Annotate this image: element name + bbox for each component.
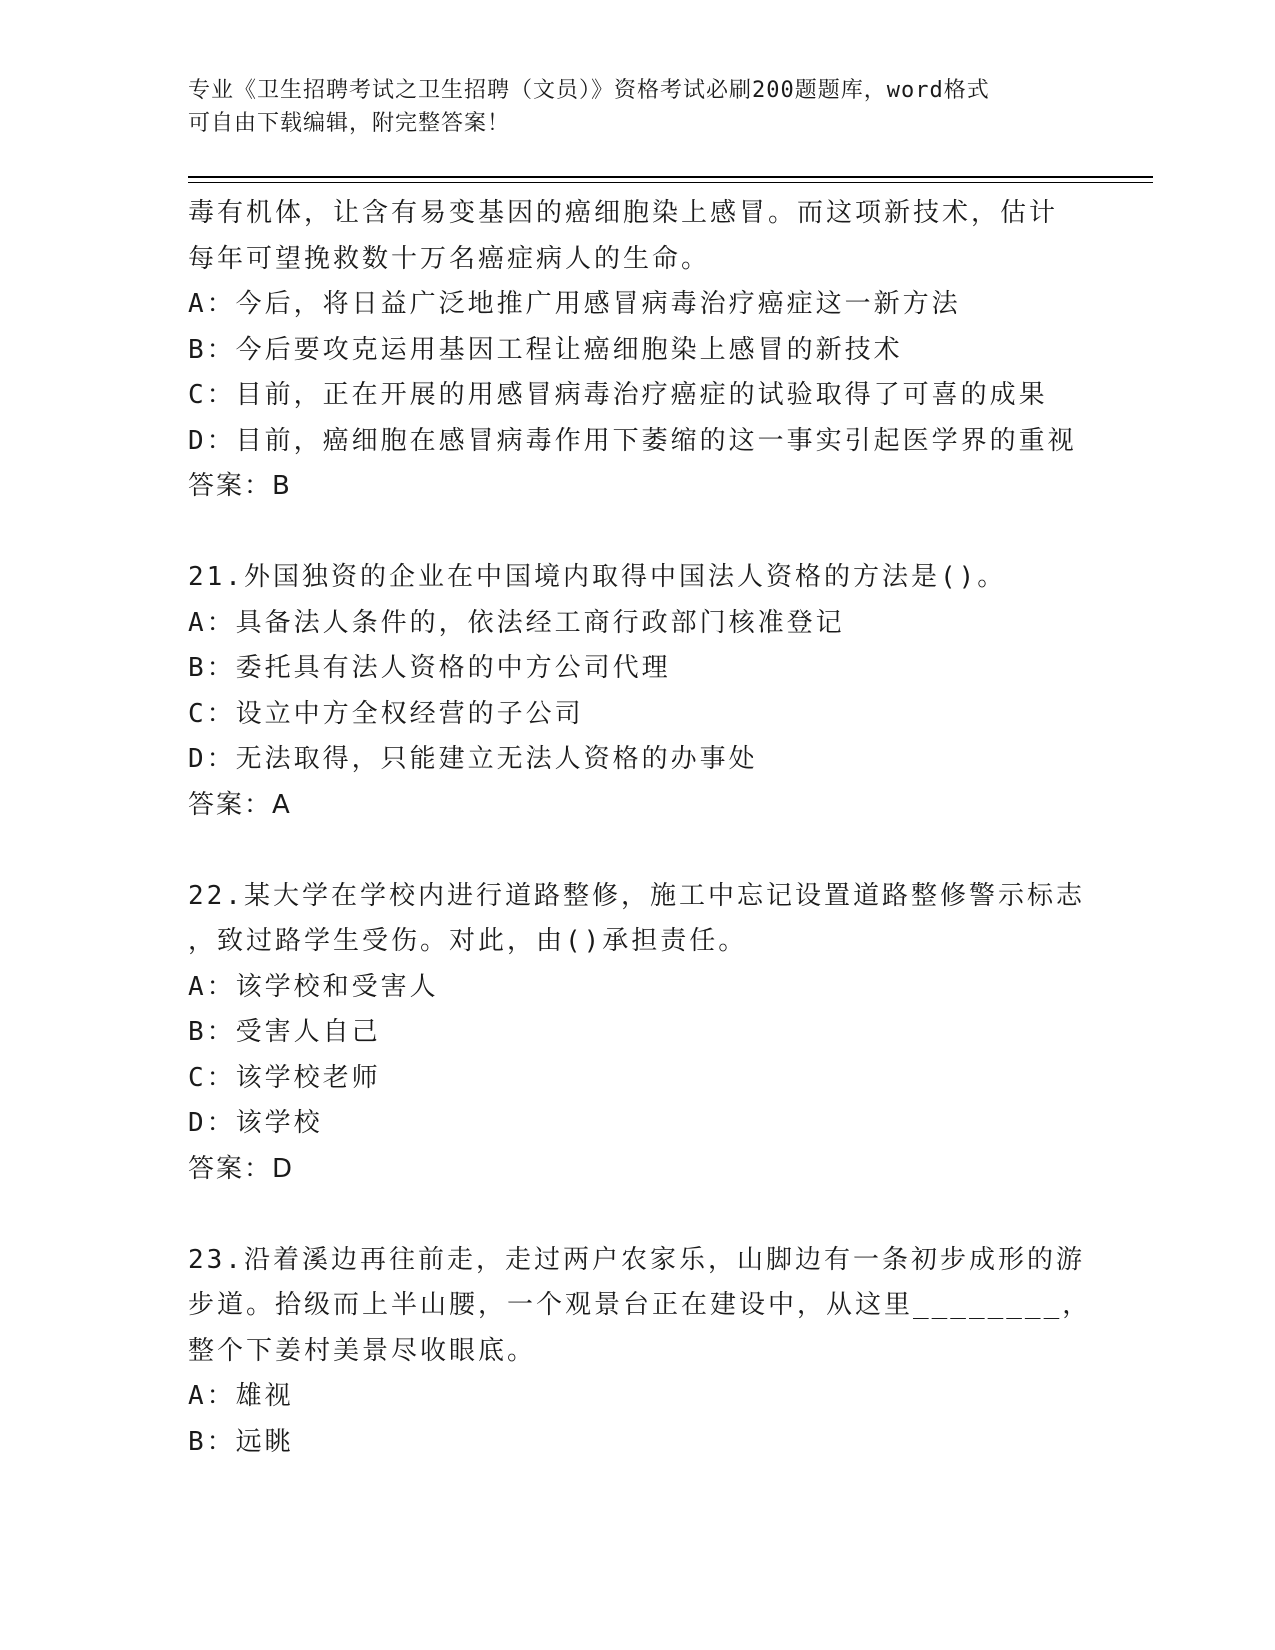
answer-line: 答案：B (188, 471, 292, 501)
question-stem-line: 步道。拾级而上半山腰，一个观景台正在建设中，从这里________， (188, 1290, 1092, 1320)
question-stem-line: 22.某大学在学校内进行道路整修，施工中忘记设置道路整修警示标志 (188, 880, 1085, 911)
header-line-2: 可自由下载编辑，附完整答案！ (188, 111, 511, 136)
question-spacer (188, 510, 1188, 556)
option-a: A：雄视 (188, 1381, 294, 1411)
option-c: C：设立中方全权经营的子公司 (188, 698, 584, 729)
question-21 (188, 555, 1188, 828)
document-header (188, 74, 1088, 140)
question-stem-line: 21.外国独资的企业在中国境内取得中国法人资格的方法是()。 (188, 562, 1007, 592)
option-d: D：该学校 (188, 1108, 323, 1138)
option-a: A：具备法人条件的，依法经工商行政部门核准登记 (188, 607, 845, 638)
question-stem-line: 每年可望挽救数十万名癌症病人的生命。 (188, 243, 711, 274)
option-d: D：目前，癌细胞在感冒病毒作用下萎缩的这一事实引起医学界的重视 (188, 425, 1077, 456)
header-rule-thin (188, 182, 1153, 183)
option-a: A：今后，将日益广泛地推广用感冒病毒治疗癌症这一新方法 (188, 289, 961, 319)
question-list (188, 191, 1188, 1465)
answer-line: 答案：A (188, 789, 292, 820)
option-b: B：今后要攻克运用基因工程让癌细胞染上感冒的新技术 (188, 334, 903, 365)
header-line-1: 专业《卫生招聘考试之卫生招聘（文员）》资格考试必刷200题题库，word格式 (188, 78, 990, 103)
option-c: C：目前，正在开展的用感冒病毒治疗癌症的试验取得了可喜的成果 (188, 380, 1048, 410)
option-b: B：远眺 (188, 1426, 294, 1457)
question-23 (188, 1238, 1188, 1466)
question-20 (188, 191, 1188, 510)
question-stem-line: 整个下姜村美景尽收眼底。 (188, 1335, 537, 1366)
question-stem-line: ，致过路学生受伤。对此，由()承担责任。 (188, 926, 748, 956)
question-stem-line: 23.沿着溪边再往前走，走过两户农家乐，山脚边有一条初步成形的游 (188, 1244, 1085, 1275)
header-rule-thick (188, 176, 1153, 178)
question-spacer (188, 828, 1188, 874)
question-spacer (188, 1192, 1188, 1238)
option-b: B：受害人自己 (188, 1017, 381, 1047)
option-a: A：该学校和受害人 (188, 971, 439, 1002)
option-c: C：该学校老师 (188, 1062, 381, 1093)
option-b: B：委托具有法人资格的中方公司代理 (188, 653, 671, 683)
question-stem-line: 毒有机体，让含有易变基因的癌细胞染上感冒。而这项新技术，估计 (188, 198, 1059, 228)
option-d: D：无法取得，只能建立无法人资格的办事处 (188, 744, 758, 774)
answer-line: 答案：D (188, 1153, 295, 1184)
question-22 (188, 874, 1188, 1193)
